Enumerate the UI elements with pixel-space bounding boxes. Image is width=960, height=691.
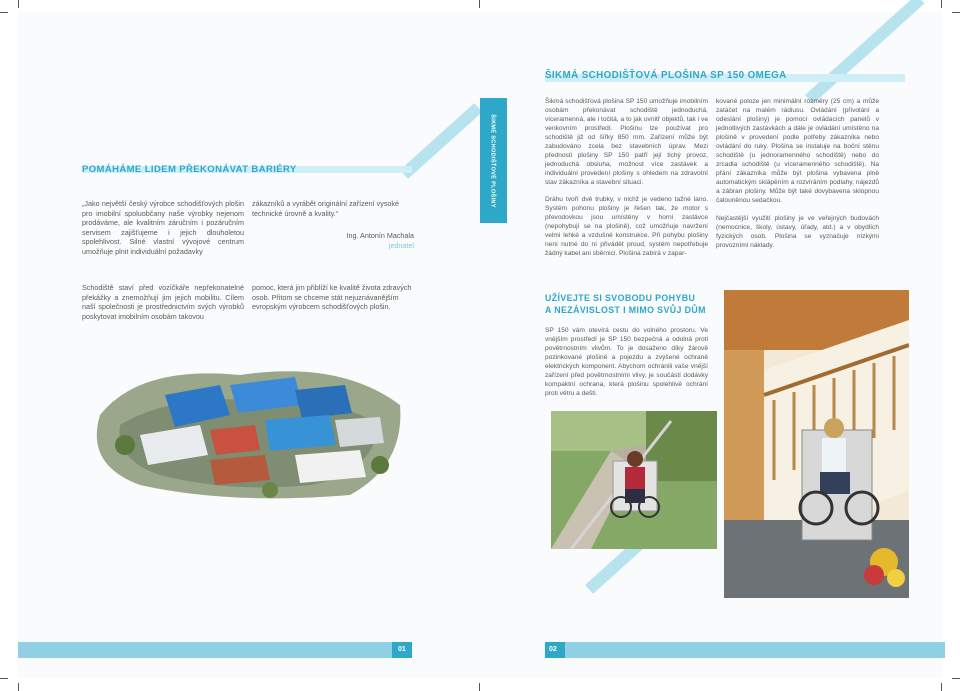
crop-mark <box>941 683 942 691</box>
factory-aerial-photo <box>80 355 410 505</box>
footer-bar-right <box>545 642 945 658</box>
signature-role: jednatel <box>388 241 414 250</box>
sub-body: SP 150 vám otevírá cestu do volného prostoru. Ve vnějším prostředí je SP 150 bezpečná a odolná proti povětrnostním vlivům. To je dosaženo díky žárově pozinkované plošině a pojezdu a zvýšené ochraně elektrických komponent. Abychom ochránili vaše vnější zařízení před povětrnostními vlivy, je součástí dodávky kompaktní ochrana, která plošinu spolehlivě ochrání proti větru a dešti. <box>545 327 708 397</box>
crop-mark <box>941 0 942 8</box>
crop-mark <box>18 0 19 8</box>
signature-name: Ing. Antonín Machala <box>346 231 414 240</box>
crop-mark <box>479 683 480 691</box>
page-number-right: 02 <box>549 646 557 653</box>
product-title: ŠIKMÁ SCHODIŠŤOVÁ PLOŠINA SP 150 OMEGA <box>545 70 787 81</box>
intro-column-2: kované poloze jen minimální rozměry (25 cm) a může zatáčet na malém rádiusu. Ovládání (přivolání a odeslání plošiny) je pomocí ovládacích panelů v jednotlivých zastávkách a dále je ovládání umístěno na plošině v provedení podle potřeby zákazníka nebo ovládání do ruky. Plošina se instaluje na boční stěnu schodiště (u jednoramenného schodiště) nebo do zrcadla schodiště (u víceramenného schodiště). Na přání zákazníka může být plošina vybavena plně automatickým sklápěním a rozvíráním podlahy, nájezdů a zábran plošiny. Může být také dovybavena sklopnou čalouněnou sedačkou. <box>716 98 879 204</box>
vertical-tab-label: ŠIKMÉ SCHODIŠŤOVÉ PLOŠINY <box>489 114 496 208</box>
crop-mark <box>0 678 8 679</box>
footer-bar-left <box>18 642 412 658</box>
quote-column-1: „Jako největší český výrobce schodišťových plošin pro imobilní spoluobčany naše výrobky nejenom prodáváme, ale kvalitním záručním i pozáručním servisem zajišťujeme i jejich dlouholetou spolehlivost. Silné vlastní vývojové centrum umožňuje plnit individuální požadavky <box>82 199 244 256</box>
indoor-lift-photo <box>724 290 909 598</box>
outdoor-lift-illustration <box>551 411 717 549</box>
page-number-left: 01 <box>398 646 406 653</box>
body-column-1: Schodiště staví před vozíčkáře nepřekonatelné překážky a znemožňují jim jejich mobilitu. Cílem naší společnosti je prostřednictvím svých výrobků poskytovat imobilním osobám takovou <box>82 283 244 321</box>
indoor-lift-illustration <box>724 290 909 598</box>
crop-mark <box>952 12 960 13</box>
factory-illustration <box>80 355 410 505</box>
crop-mark <box>18 683 19 691</box>
outdoor-lift-photo <box>551 411 717 549</box>
intro-column-1b: Dráhu tvoří dvě trubky, v nichž je vedeno tažné lano. Systém pohonu plošiny je řešen tak, že motor s převodovkou jsou umístěny v horní zastávce (nepohybují se na plošině), což umožňuje navržení velmi lehké a vzdušné konstrukce. Při pohybu plošiny není nutné do ní přivádět proud, systém nepotřebuje žádný kabel ani sběrnici. Plošina zabírá v zapar- <box>545 196 708 257</box>
quote-column-2: zákazníků a vyrábět originální zařízení vysoké technické úrovně a kvality.“ <box>252 199 400 218</box>
sub-heading-line-2: A NEZÁVISLOST I MIMO SVŮJ DŮM <box>545 305 706 315</box>
body-column-2: pomoc, která jim přiblíží ke kvalitě života zdravých osob. Přitom se chceme stát nejuznávanějším evropským výrobcem schodišťových plošin. <box>252 283 412 312</box>
crop-mark <box>479 0 480 8</box>
sub-heading-line-1: UŽÍVEJTE SI SVOBODU POHYBU <box>545 293 696 303</box>
intro-column-1: Šikmá schodišťová plošina SP 150 umožňuje imobilním osobám překonávat schodiště jednoduchá, víceramenná, ale i točitá, a to jak uvnitř objektů, tak i ve venkovním prostředí. Plošinu lze používat pro schodiště již od šířky 850 mm. Zařízení může být zabudováno zcela bez stavebních úprav. Mezi přednosti plošiny SP 150 patří její tichý provoz, jednoduchá obsluha, možnost více zastávek a individuální provedení plošiny s ohledem na zdravotní stav zákazníka a stavební situaci. <box>545 98 708 186</box>
left-heading: POMÁHÁME LIDEM PŘEKONÁVAT BARIÉRY <box>82 164 297 175</box>
crop-mark <box>0 12 8 13</box>
crop-mark <box>952 678 960 679</box>
intro-column-2b: Nejčastější využití plošiny je ve veřejných budovách (nemocnice, školy, ústavy, úřady, atd.) a v obydlích fyzických osob. Plošina se vyznačuje nízkými provozními náklady. <box>716 215 879 249</box>
